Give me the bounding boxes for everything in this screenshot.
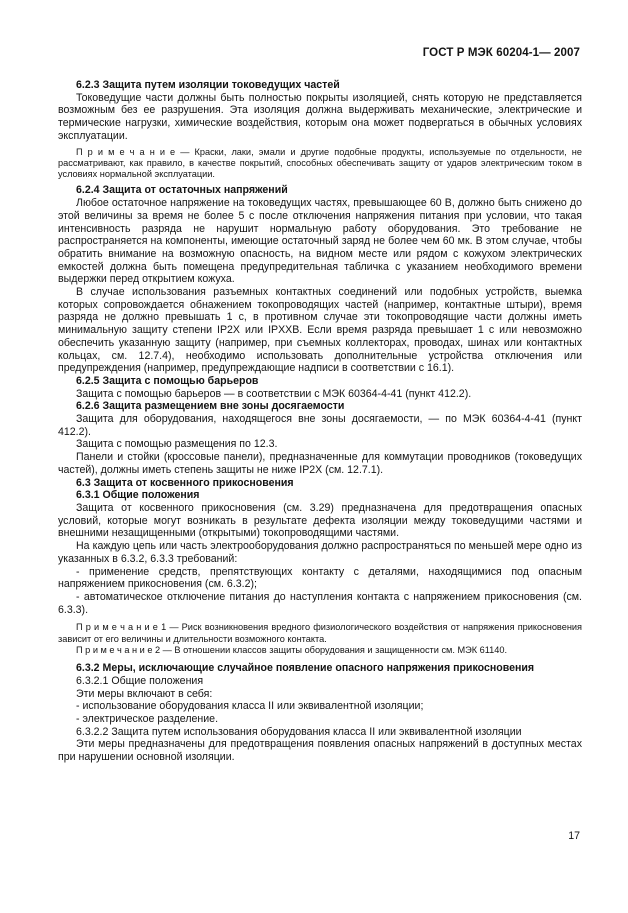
paragraph: Защита с помощью размещения по 12.3. xyxy=(76,438,278,451)
document-header: ГОСТ Р МЭК 60204-1— 2007 xyxy=(422,47,580,59)
paragraph: Любое остаточное напряжение на токоведущих частях, превышающее 60 В, должно быть снижено до этой величины за время не более 5 с после отключения напряжения питания при условии, что такая интенсивность разряда не нарушит нормальную работу оборудования. Это требование не распространяется на компоненты, имеющие остаточный заряд не более чем 60 мк. В этом случае, чтобы обратить внимание на возможную опасность, на видном месте или рядом с кожухом электрических емкостей должна быть помещена предупредительная табличка с указанием необходимого времени выдержки перед открытием кожуха. xyxy=(58,197,582,286)
paragraph: Панели и стойки (кроссовые панели), предназначенные для коммутации проводников (токоведущих частей), должны иметь степень защиты не ниже IP2X (см. 12.7.1). xyxy=(58,451,582,476)
paragraph: В случае использования разъемных контактных соединений или подобных устройств, выемка которых сопровождается обнажением токопроводящих частей (например, контактные штыри), время разряда не должно превышать 1 с, в противном случае эти токопроводящие части должны иметь минимальную защиту степени IP2X или IPXXB. Если время разряда превышает 1 с или невозможно обеспечить указанную защиту (например, при съемных коллекторах, проводах, шинах или контактных кольцах, см. 12.7.4), необходимо использовать дополнительные устройства отключения или предупреждения (например, предупреждающие надписи в соответствии с 16.1). xyxy=(58,286,582,375)
section-heading: 6.3.2 Меры, исключающие случайное появление опасного напряжения прикосновения xyxy=(76,662,535,675)
note: П р и м е ч а н и е 2 — В отношении классов защиты оборудования и защищенности см. МЭК 61140. xyxy=(76,644,508,655)
list-item: - электрическое разделение. xyxy=(76,713,219,726)
subsection-title: 6.3.2.2 Защита путем использования оборудования класса II или эквивалентной изоляции xyxy=(76,725,522,738)
subsection-title: 6.3.2.1 Общие положения xyxy=(76,674,204,687)
note: П р и м е ч а н и е — Краски, лаки, эмали и другие подобные продукты, используемые по отдельности, не рассматривают, как правило, в качестве покрытий, способных обеспечивать защиту от ударов электрическим током в условиях нормальной эксплуатации. xyxy=(58,146,582,180)
section-heading: 6.3 Защита от косвенного прикосновения xyxy=(76,476,294,489)
section-heading: 6.2.4 Защита от остаточных напряжений xyxy=(76,184,288,197)
paragraph: Защита с помощью барьеров — в соответствии с МЭК 60364-4-41 (пункт 412.2). xyxy=(76,387,472,400)
paragraph: Токоведущие части должны быть полностью покрыты изоляцией, снять которую не представляется возможным без ее разрушения. Эта изоляция должна выдерживать механические, электрические и термические нагрузки, химические воздействия, которым она может подвергаться в обычных условиях эксплуатации. xyxy=(58,91,582,142)
paragraph: Эти меры предназначены для предотвращения появления опасных напряжений в доступных местах при нарушении основной изоляции. xyxy=(58,738,582,764)
document-body xyxy=(58,79,582,764)
section-heading: 6.2.5 Защита с помощью барьеров xyxy=(76,374,259,387)
paragraph: Эти меры включают в себя: xyxy=(76,687,213,700)
section-heading: 6.2.3 Защита путем изоляции токоведущих частей xyxy=(76,79,340,91)
page-number: 17 xyxy=(568,830,580,842)
paragraph: На каждую цепь или часть электрооборудования должно распространяться по меньшей мере одно из указанных в 6.3.2, 6.3.3 требований: xyxy=(58,540,582,565)
section-heading: 6.2.6 Защита размещением вне зоны досягаемости xyxy=(76,400,345,413)
note: П р и м е ч а н и е 1 — Риск возникновения вредного физиологического воздействия от напряжения прикосновения зависит от его величины и длительности возможного контакта. xyxy=(58,622,582,644)
paragraph: Защита от косвенного прикосновения (см. 3.29) предназначена для предотвращения опасных условий, которые могут возникать в результате дефекта изоляции между токоведущими частями и внешними незащищенными (открытыми) токопроводящими частями. xyxy=(58,501,582,540)
list-item: - применение средств, препятствующих контакту с деталями, находящимися под опасным напряжением прикосновения (см. 6.3.2); xyxy=(58,565,582,591)
paragraph: Защита для оборудования, находящегося вне зоны досягаемости, — по МЭК 60364-4-41 (пункт 412.2). xyxy=(58,413,582,438)
list-item: - автоматическое отключение питания до наступления контакта с напряжением прикосновения (см. 6.3.3). xyxy=(58,590,582,616)
section-heading: 6.3.1 Общие положения xyxy=(76,489,200,502)
list-item: - использование оборудования класса II или эквивалентной изоляции; xyxy=(76,700,424,713)
